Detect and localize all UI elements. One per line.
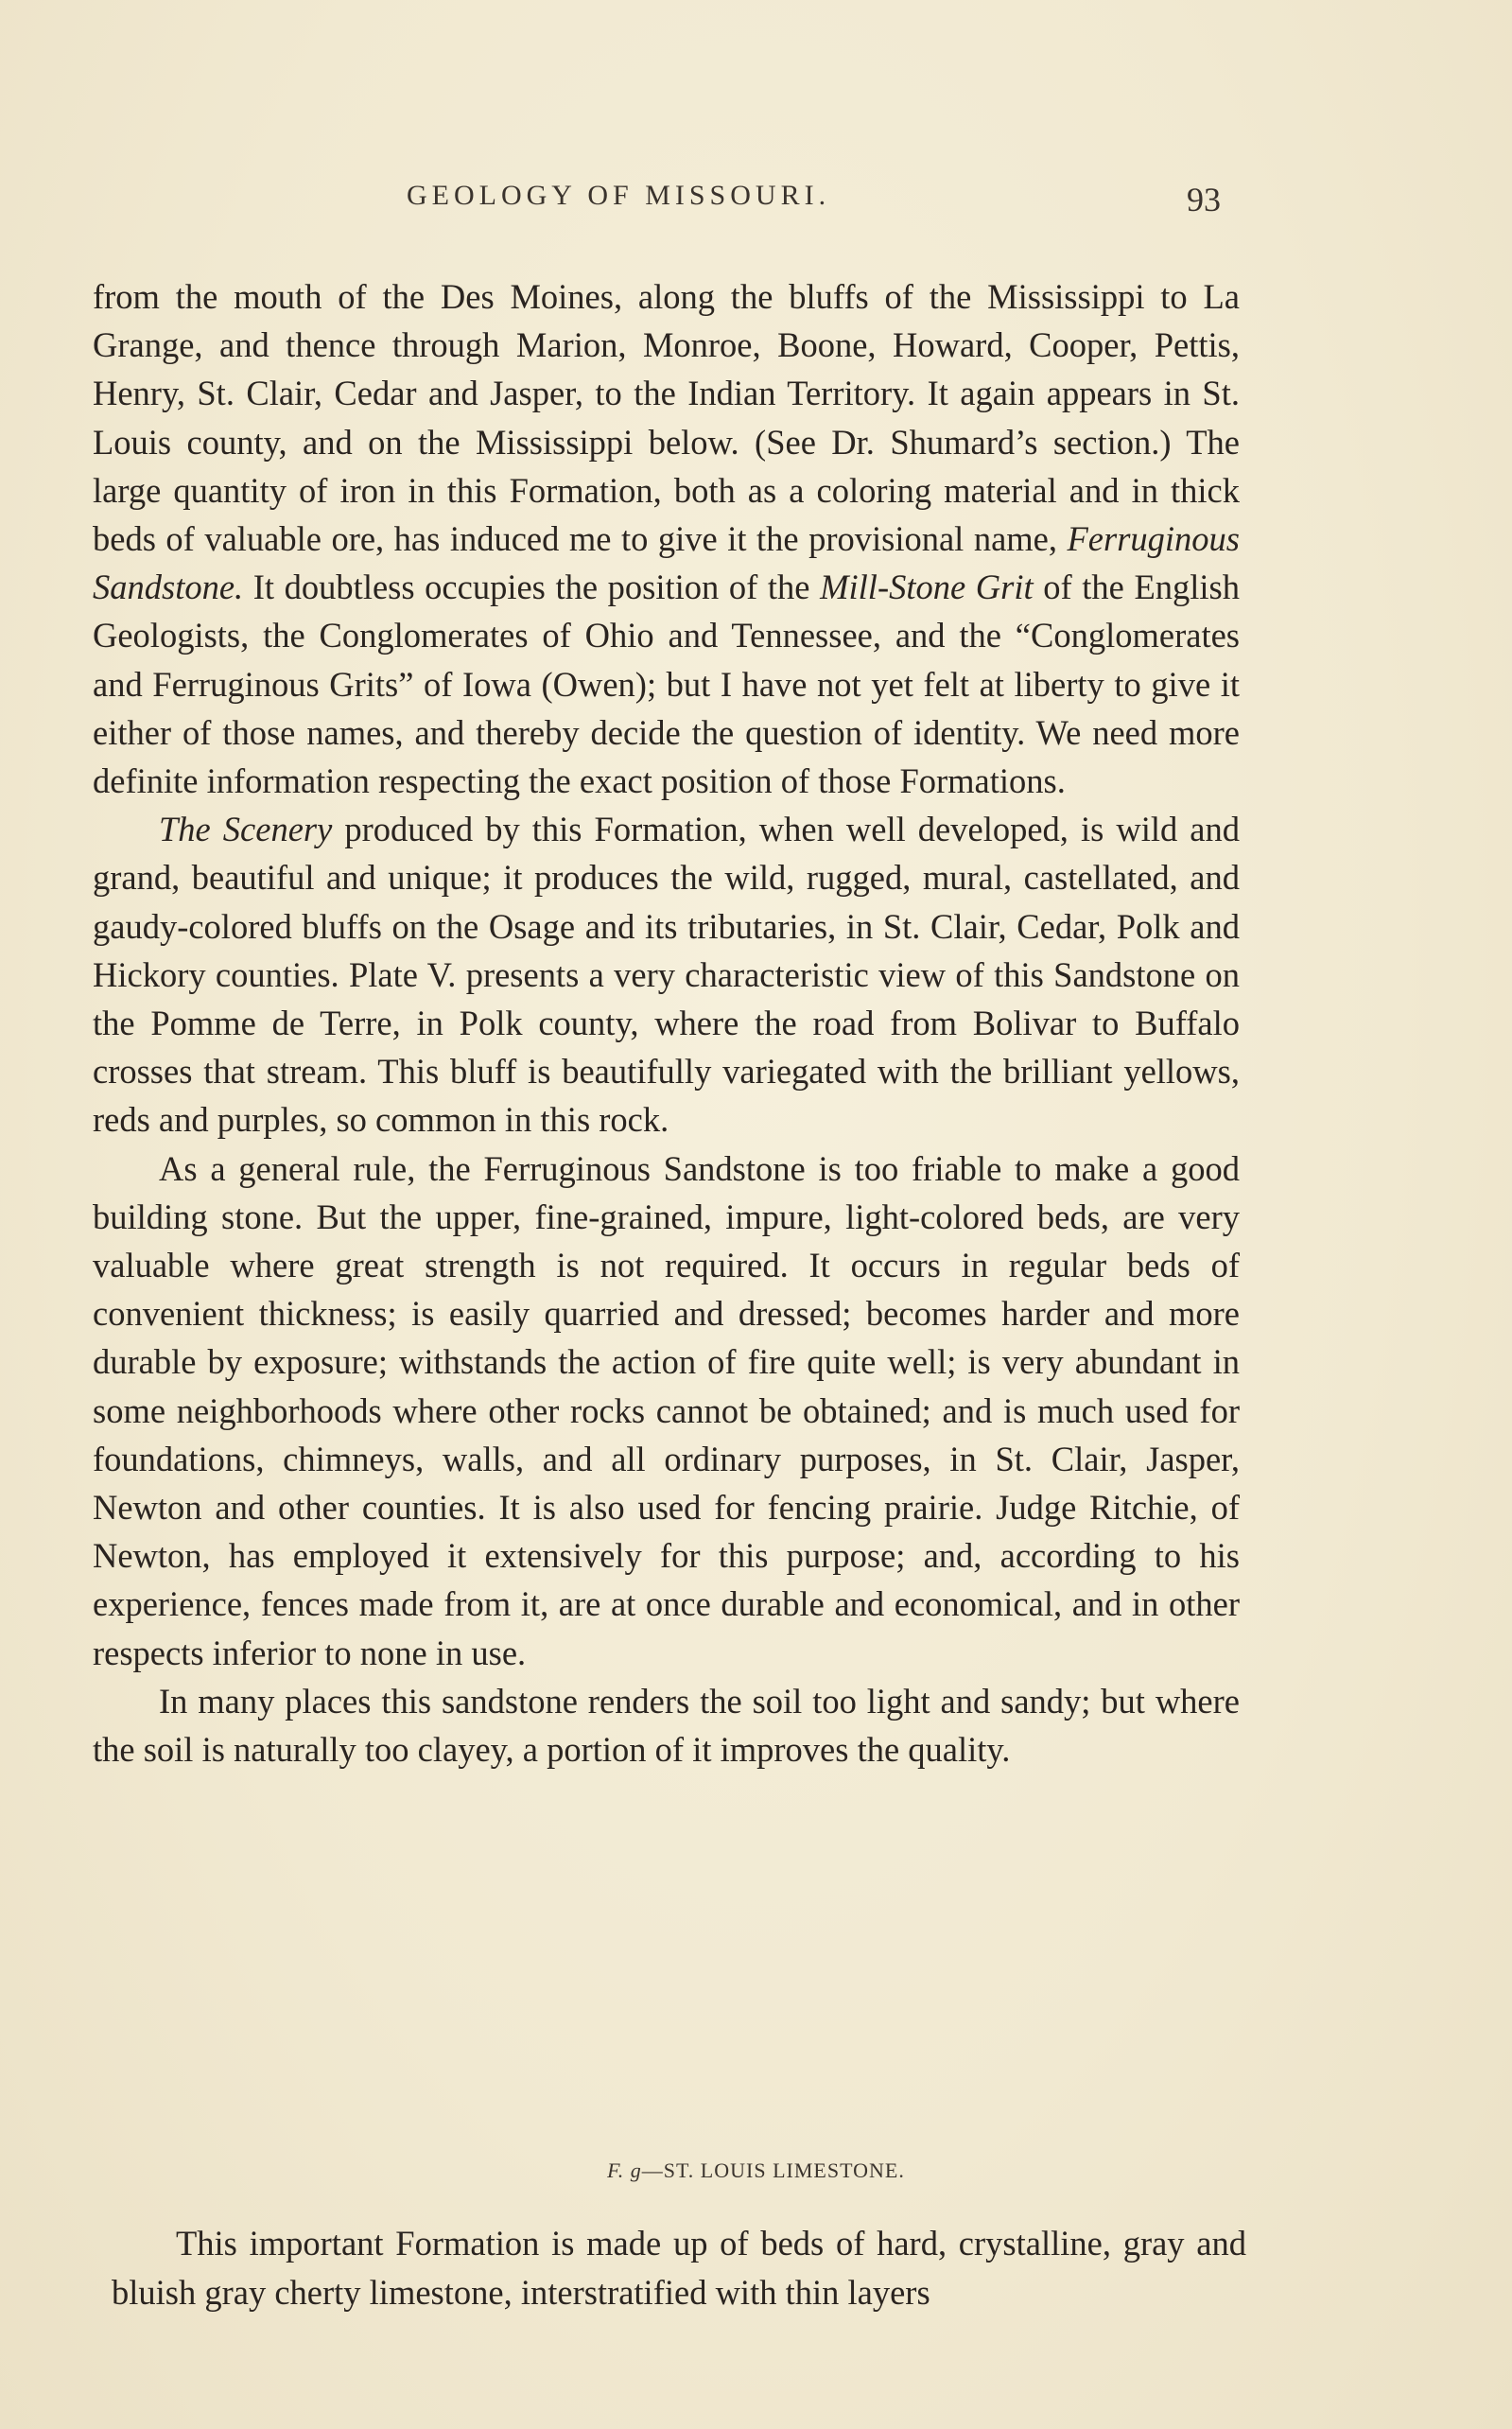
paragraph-5: This important Formation is made up of beds of hard, crystalline, gray and bluish gray cherty limestone, interstratified with thin layers xyxy=(112,2224,1246,2312)
paragraph-2 xyxy=(93,805,1240,1144)
paragraph-2-italic-scenery: The Scenery xyxy=(159,810,333,849)
paragraph-1 xyxy=(93,272,1240,805)
section-symbol: F. g xyxy=(607,2158,642,2182)
body-text xyxy=(93,272,1240,1774)
running-head: GEOLOGY OF MISSOURI. xyxy=(407,180,831,211)
paragraph-1-italic-grit: Mill-Stone Grit xyxy=(820,568,1034,607)
page-number: 93 xyxy=(1187,181,1221,218)
paragraph-1-text-a: from the mouth of the Des Moines, along the bluffs of the Mississippi to La Grange, and thence through Marion, Monroe, Boone, Howard, Cooper, Pettis, Henry, St. Clair, Cedar and Jasper, to the Indian Territory. It again appears in St. Louis county, and on the Mississippi below. (See Dr. Shumard’s section.) The large quantity of iron in this Formation, both as a coloring material and in thick beds of valuable ore, has induced me to give it the provisional name, xyxy=(93,277,1240,559)
paragraph-1-italic-name: Ferruginous Sandstone. xyxy=(93,519,1240,607)
page-header xyxy=(0,180,1512,227)
section-heading xyxy=(0,2158,1512,2183)
paragraph-1-text-b: It doubtless occupies the position of the xyxy=(243,568,821,607)
paragraph-2-text: produced by this Formation, when well developed, is wild and grand, beautiful and unique; it produces the wild, rugged, mural, castellated, and gaudy-colored bluffs on the Osage and its tributaries, in St. Clair, Cedar, Polk and Hickory counties. Plate V. presents a very characteristic view of this Sandstone on the Pomme de Terre, in Polk county, where the road from Bolivar to Buffalo crosses that stream. This bluff is beautifully variegated with the brilliant yellows, reds and purples, so common in this rock. xyxy=(93,810,1240,1140)
section-title: —ST. LOUIS LIMESTONE. xyxy=(641,2158,905,2182)
paragraph-4: In many places this sandstone renders the soil too light and sandy; but where the soil is naturally too clayey, a portion of it improves the quality. xyxy=(93,1681,1240,1770)
body-text-continued xyxy=(112,2219,1246,2317)
paragraph-3: As a general rule, the Ferruginous Sandstone is too friable to make a good building stone. But the upper, fine-grained, impure, light-colored beds, are very valuable where great strength is not required. It occurs in regular beds of convenient thickness; is easily quarried and dressed; becomes harder and more durable by exposure; withstands the action of fire quite well; is very abundant in some neighborhoods where other rocks cannot be obtained; and is much used for foundations, chimneys, walls, and all ordinary purposes, in St. Clair, Jasper, Newton and other counties. It is also used for fencing prairie. Judge Ritchie, of Newton, has employed it extensively for this purpose; and, according to his experience, fences made from it, are at once durable and economical, and in other respects inferior to none in use. xyxy=(93,1148,1240,1672)
paragraph-1-text-c: of the English Geologists, the Conglomerates of Ohio and Tennessee, and the “Conglomerates and Ferruginous Grits” of Iowa (Owen); but I have not yet felt at liberty to give it either of those names, and thereby decide the question of identity. We need more definite information respecting the exact position of those Formations. xyxy=(93,568,1241,801)
